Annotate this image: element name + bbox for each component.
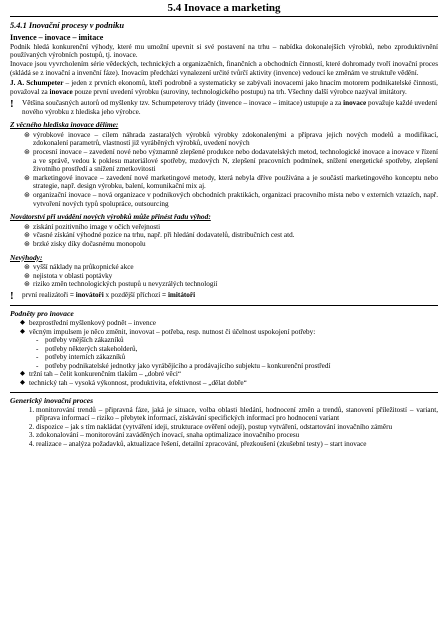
- disadvantages-list: [10, 263, 438, 289]
- wheel-bullet-icon: ⊛: [24, 222, 30, 231]
- schumpeter-name: J. A. Schumpeter: [10, 79, 64, 88]
- list-item: 1. monitorování trendů – připravná fáze, jaká je situace, volba oblasti hledání, hodnocení změn a trendů, stanovení příležitostí – variant, příprava informací – riziko – přebytek informací, získávání specifických informací pro hodnocení variant: [36, 406, 438, 423]
- list-item: - potřeby podnikatelské jednotky jako vyrábějícího a prodávajícího subjektu – konkurenční prostředí: [36, 362, 438, 371]
- list-item: 4. realizace – analýza požadavků, aktualizace řešení, detailní zpracování, přezkoušení (zkušební testy) – start inovace: [36, 440, 438, 449]
- needs-list: [10, 336, 438, 370]
- drivers-list-2: [10, 370, 438, 387]
- note-triada: [10, 99, 438, 116]
- note-innovators: [10, 291, 438, 301]
- list-item: ⊛ brzké zisky díky dočasnému monopolu: [24, 239, 146, 248]
- note2-bold-2: = imitátoři: [162, 290, 196, 299]
- diamond-bullet-icon: ◆: [20, 327, 25, 335]
- diamond-bullet-icon: ◆: [20, 370, 25, 378]
- drivers-list: [10, 319, 438, 336]
- schumpeter-bold: inovace: [49, 88, 73, 97]
- list-item: ⊛ procesní inovace – zavedení nové nebo významně zlepšené produkce nebo dodavatelských metod, technologické inovace a inovace v řízení a ve správě, vedou k poklesu materiálové spotřeby, mzdových N, zlepšení pracovních podmínek, snížení energetické spotřeby, zlepšení životního prostředí a snížení zmetkovitosti: [24, 148, 438, 174]
- section-divider: [10, 305, 438, 306]
- wheel-bullet-icon: ⊛: [24, 239, 30, 248]
- wheel-bullet-icon: ⊛: [24, 263, 30, 272]
- generic-heading: Generický inovační proces: [10, 395, 94, 405]
- list-item: ⊛ nejistota v oblasti poptávky: [24, 271, 113, 280]
- note2-text-b: x pozdější příchozí: [103, 290, 163, 299]
- list-item: - potřeby některých stakeholderů,: [36, 345, 438, 354]
- paragraph-schumpeter: [10, 79, 438, 96]
- note-triada-text: [22, 99, 438, 116]
- exclamation-icon: !: [10, 97, 14, 110]
- wheel-bullet-icon: ⊛: [24, 231, 30, 240]
- subheading-invence: Invence – inovace – imitace: [10, 33, 104, 42]
- note-innovators-text: [22, 291, 195, 301]
- list-item: ◆ tržní tah – čelit konkurenčním tlakům – „dobré věci“: [20, 370, 182, 379]
- schumpeter-text-a: – jeden z prvních ekonomů, kteří podrobně a systematicky se zabývali inovacemi jako hnacím motorem podnikatelské činnosti, považoval za: [10, 79, 438, 97]
- list-item: ⊛ získání pozitivního image v očích veřejnosti: [24, 222, 161, 231]
- advantages-list: [10, 223, 438, 249]
- wheel-bullet-icon: ⊛: [24, 130, 30, 139]
- note2-bold-1: = inovátoři: [69, 290, 104, 299]
- note2-text-a: první realizátoři: [22, 290, 70, 299]
- list-item: ⊛ marketingové inovace – zavedení nové marketingové metody, která nebyla dříve používána a je součástí marketingového konceptu nebo strategie, např. design výrobku, balení, komunikační mix aj.: [24, 173, 438, 191]
- wheel-bullet-icon: ⊛: [24, 190, 30, 199]
- drivers-heading: Podněty pro inovace: [10, 308, 74, 318]
- chapter-title: 5.4 Inovace a marketing: [10, 2, 438, 17]
- list-item: ◆ technický tah – vysoká výkonnost, produktivita, efektivnost – „dělat dobře“: [20, 379, 247, 388]
- wheel-bullet-icon: ⊛: [24, 173, 30, 182]
- wheel-bullet-icon: ⊛: [24, 280, 30, 289]
- paragraph-1: Podnik hledá konkurenční výhody, které mu umožní upevnit si své postavení na trhu – nabídka dokonalejších výrobků, nebo zproduktivnění používaných výrobních postupů, tj. inovace.: [10, 42, 438, 60]
- list-item: ⊛ vyšší náklady na průkopnické akce: [24, 263, 134, 272]
- diamond-bullet-icon: ◆: [20, 379, 25, 387]
- paragraph-2: Inovace jsou vyvrcholením série vědeckých, technických a organizačních, finančních a obchodních činností, které dohromady tvoří inovační proces (skládá se z inovační a invenční fáze). Inovacím předchází vynalezení určité tvůrčí aktivity (invence) vedoucí ke změnám ve struktuře vědění.: [10, 60, 438, 77]
- list-item: ⊛ výrobkové inovace – cílem náhrada zastaralých výrobků výrobky zdokonalenými a příprava jejich nových modelů a modifikací, zdokonalení parametrů, vlastností již vyráběných výrobků, uvedení nových: [24, 130, 438, 148]
- section-divider: [10, 392, 438, 393]
- list-item: - potřeby interních zákazníků: [36, 353, 438, 362]
- section-heading: 5.4.1 Inovační procesy v podniku: [10, 21, 124, 30]
- exclamation-icon: !: [10, 289, 14, 302]
- list-item: ⊛ organizační inovace – nová organizace v podnikových obchodních praktikách, organizaci pracovního místa nebo v externích vztazích, např. vytvoření nových typů spolupráce, outsourcing: [24, 190, 438, 208]
- list-item: ⊛ riziko změn technologických postupů u nevyzrálých technologií: [24, 280, 218, 289]
- list-item: ◆ bezprostřední myšlenkový podnět – invence: [20, 318, 156, 327]
- diamond-bullet-icon: ◆: [20, 318, 25, 326]
- viewpoint-heading: Z věcného hlediska inovace dělíme:: [10, 120, 119, 130]
- note1-text-a: Většina současných autorů od myšlenky tzv. Schumpeterovy triády (invence – inovace – imitace) ustupuje a za: [22, 98, 344, 107]
- list-item: 2. dispozice – jak s tím nakládat (vytváření ideji, strukturace ověření odejí), postup vytváření, odstartování inovačního záměru: [36, 423, 438, 432]
- list-item: ⊛ včasné získání výhodné pozice na trhu, např. při hledání dodavatelů, distribučních cest atd.: [24, 231, 295, 240]
- note1-bold: inovace: [343, 98, 367, 107]
- viewpoint-list: [10, 131, 438, 208]
- schumpeter-text-b: pouze první uvedení výrobku (suroviny, technologického postupu) na trh. Všechny další výrobce nazýval imitátory.: [72, 88, 407, 97]
- generic-process-list: [10, 406, 438, 449]
- disadvantages-heading: Nevýhody:: [10, 252, 43, 262]
- advantages-heading: Novátorství při uvádění nových výrobků může přinést řadu výhod:: [10, 212, 211, 222]
- note1-text-b: považuje každé uvedení nového výrobku z hlediska jeho výrobce.: [22, 98, 438, 116]
- wheel-bullet-icon: ⊛: [24, 271, 30, 280]
- wheel-bullet-icon: ⊛: [24, 148, 30, 156]
- list-item: 3. zdokonalování – monitorování zaváděných inovací, snaha optimalizace inovačního procesu: [36, 431, 438, 440]
- list-item: - potřeby vnějších zákazníků: [36, 336, 438, 345]
- list-item: ◆ věcným impulsem je něco změnit, inovovat – potřeba, resp. nutnost či účelnost uspokojení potřeby:: [20, 327, 316, 336]
